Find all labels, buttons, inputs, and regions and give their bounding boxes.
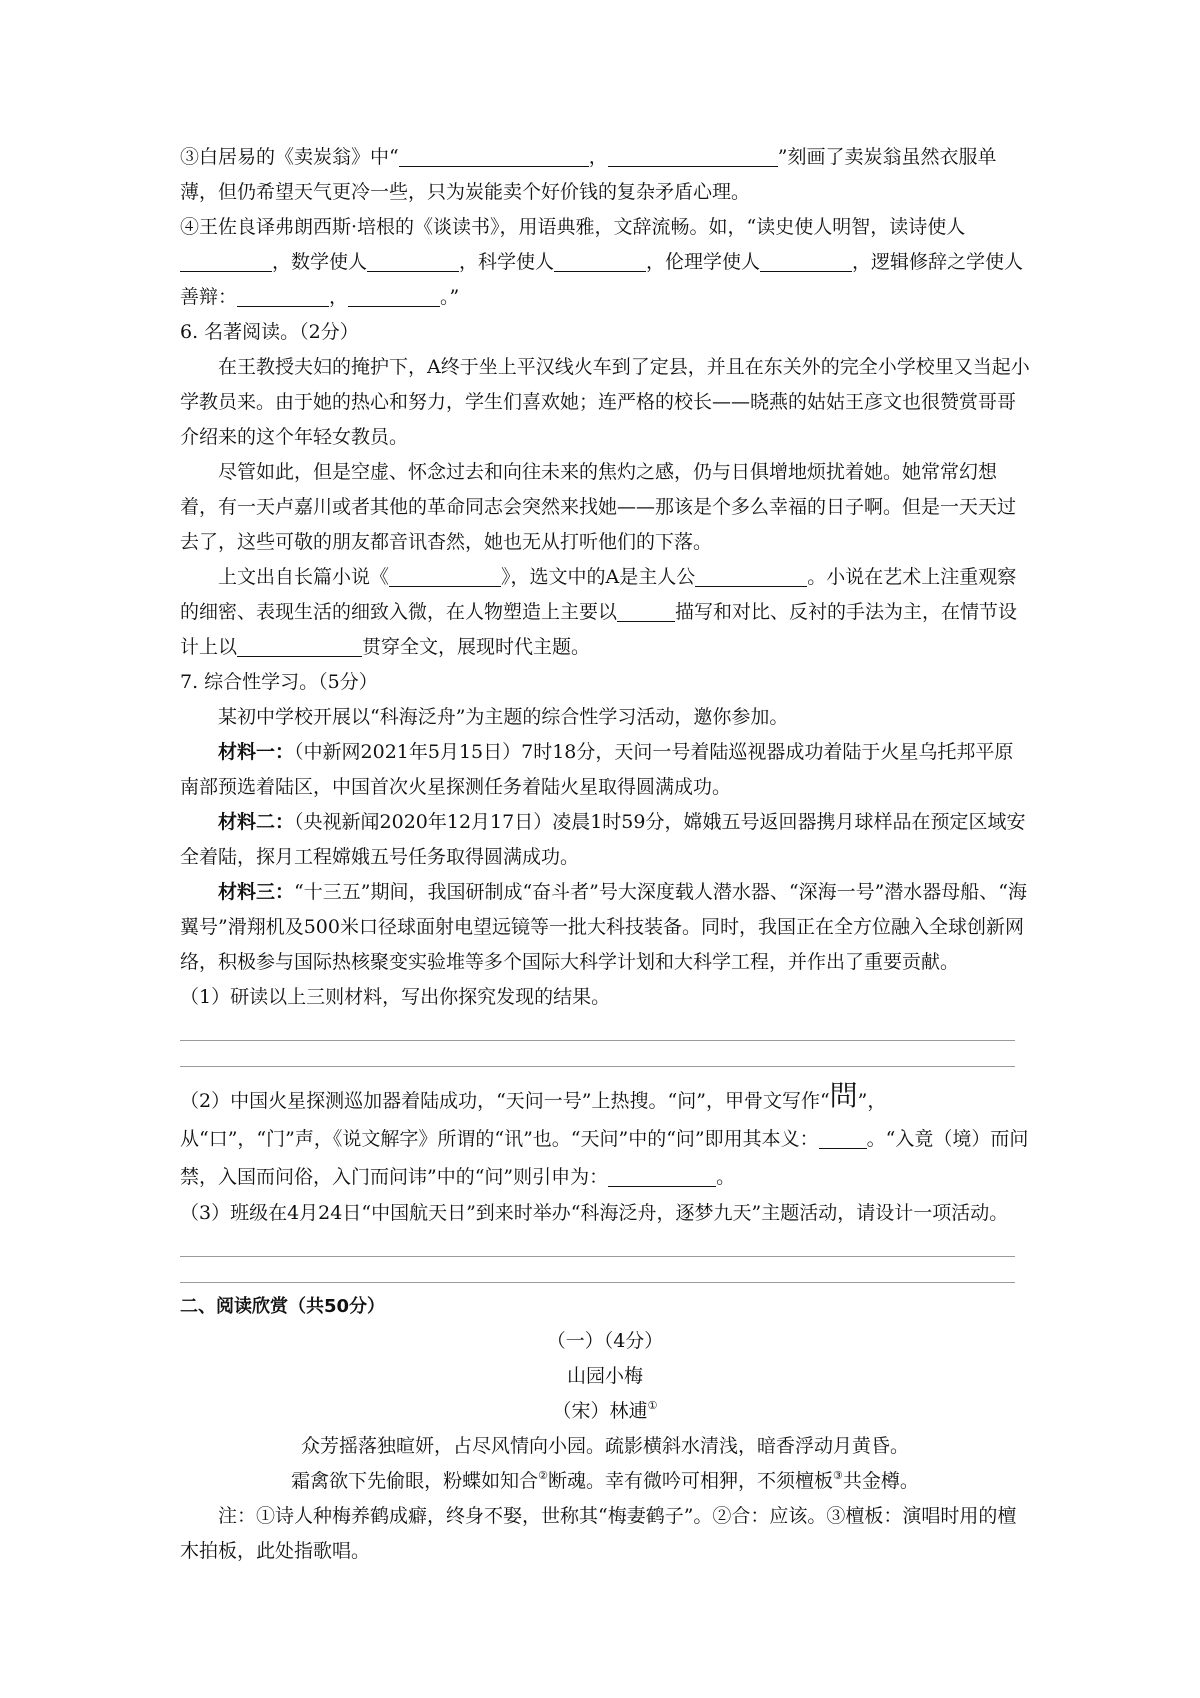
answer-line[interactable] <box>180 1041 1015 1067</box>
oracle-bone-wen-glyph: 問 <box>829 1079 858 1112</box>
poem-author: （宋）林逋① <box>552 1399 658 1422</box>
footnote-mark: ③ <box>833 1469 843 1482</box>
answer-blank[interactable] <box>348 284 440 307</box>
material-1: 材料一：（中新网2021年5月15日）7时18分，天问一号着陆巡视器成功着陆于火星乌托邦平原南部预选着陆区，中国首次火星探测任务着陆火星取得圆满成功。 <box>180 741 1014 798</box>
answer-blank[interactable] <box>180 249 272 272</box>
material-2: 材料二：（央视新闻2020年12月17日）凌晨1时59分，嫦娥五号返回器携月球样品在预定区域安全着陆，探月工程嫦娥五号任务取得圆满成功。 <box>180 811 1026 868</box>
footnote-mark: ② <box>538 1469 548 1482</box>
answer-blank[interactable] <box>389 564 501 587</box>
q6-question: 上文出自长篇小说《 》，选文中的A是主人公 。小说在艺术上注重观察的细密、表现生活的细致入微，在人物塑造上主要以 描写和对比、反衬的手法为主，在情节设计上以 贯穿全文，展现时代主题。 <box>180 566 1018 658</box>
answer-line[interactable] <box>180 1257 1015 1283</box>
q6-paragraph: 在王教授夫妇的掩护下，A终于坐上平汉线火车到了定县，并且在东关外的完全小学校里又当起小学教员来。由于她的热心和努力，学生们喜欢她；连严格的校长——晓燕的姑姑王彦文也很赞赏哥哥介绍来的这个年轻女教员。 <box>180 356 1030 448</box>
exam-page <box>180 140 1030 1569</box>
poem-title: 山园小梅 <box>566 1365 643 1387</box>
q7-sub2: （2）中国火星探测巡加器着陆成功，“天问一号”上热搜。“问”，甲骨文写作“問”，从“口”，“门”声，《说文解字》所谓的“讯”也。“天问”中的“问”即用其本义： 。“入竟（境）而问禁，入国而问俗，入门而问讳”中的“问”则引申为： 。 <box>180 1079 1029 1188</box>
q6-paragraph: 尽管如此，但是空虚、怀念过去和向往未来的焦灼之感，仍与日俱增地烦扰着她。她常常幻想着，有一天卢嘉川或者其他的革命同志会突然来找她——那该是个多么幸福的日子啊。但是一天天过去了，这些可敬的朋友都音讯杳然，她也无从打听他们的下落。 <box>180 461 1017 553</box>
answer-blank[interactable] <box>819 1126 867 1149</box>
poem-line: 众芳摇落独暄妍，占尽风情向小园。疏影横斜水清浅，暗香浮动月黄昏。 <box>300 1435 909 1457</box>
answer-blank[interactable] <box>237 634 362 657</box>
answer-blank[interactable] <box>554 249 646 272</box>
poem-line: 霜禽欲下先偷眼，粉蝶如知合②断魂。幸有微吟可相狎，不须檀板③共金樽。 <box>291 1469 919 1492</box>
answer-line[interactable] <box>180 1231 1015 1257</box>
answer-blank[interactable] <box>617 599 675 622</box>
material-3: 材料三：“十三五”期间，我国研制成“奋斗者”号大深度载人潜水器、“深海一号”潜水器母船、“海翼号”滑翔机及500米口径球面射电望远镜等一批大科技装备。同时，我国正在全方位融入全球创新网络，积极参与国际热核聚变实验堆等多个国际大科学计划和大科学工程，并作出了重要贡献。 <box>180 881 1028 973</box>
answer-blank[interactable] <box>695 564 807 587</box>
answer-blank[interactable] <box>367 249 459 272</box>
answer-blank[interactable] <box>399 144 589 167</box>
answer-blank[interactable] <box>237 284 329 307</box>
q5-item3: ③白居易的《卖炭翁》中“ ， ”刻画了卖炭翁虽然衣服单薄，但仍希望天气更冷一些，只为炭能卖个好价钱的复杂矛盾心理。 <box>180 146 997 203</box>
section-heading: 二、阅读欣赏（共50分） <box>180 1296 386 1317</box>
q7-sub3: （3）班级在4月24日“中国航天日”到来时举办“科海泛舟，逐梦九天”主题活动，请设计一项活动。 <box>180 1202 1009 1224</box>
footnote-mark: ① <box>647 1399 658 1412</box>
answer-blank[interactable] <box>608 1164 716 1187</box>
part-heading: （一）（4分） <box>546 1330 664 1352</box>
answer-line[interactable] <box>180 1015 1015 1041</box>
q6-heading: 6. 名著阅读。（2分） <box>180 321 359 343</box>
q7-sub1: （1）研读以上三则材料，写出你探究发现的结果。 <box>180 986 611 1008</box>
q5-item4: ④王佐良译弗朗西斯·培根的《谈读书》，用语典雅，文辞流畅。如，“读史使人明智，读诗使人，数学使人 ，科学使人 ，伦理学使人 ，逻辑修辞之学使人善辩： ， 。” <box>180 216 1024 308</box>
answer-blank[interactable] <box>760 249 852 272</box>
poem-notes: 注：①诗人种梅养鹤成癖，终身不娶，世称其“梅妻鹤子”。②合：应该。③檀板：演唱时用的檀木拍板，此处指歌唱。 <box>180 1505 1017 1562</box>
answer-blank[interactable] <box>608 144 778 167</box>
q7-intro: 某初中学校开展以“科海泛舟”为主题的综合性学习活动，邀你参加。 <box>218 706 789 728</box>
q7-heading: 7. 综合性学习。（5分） <box>180 671 378 693</box>
